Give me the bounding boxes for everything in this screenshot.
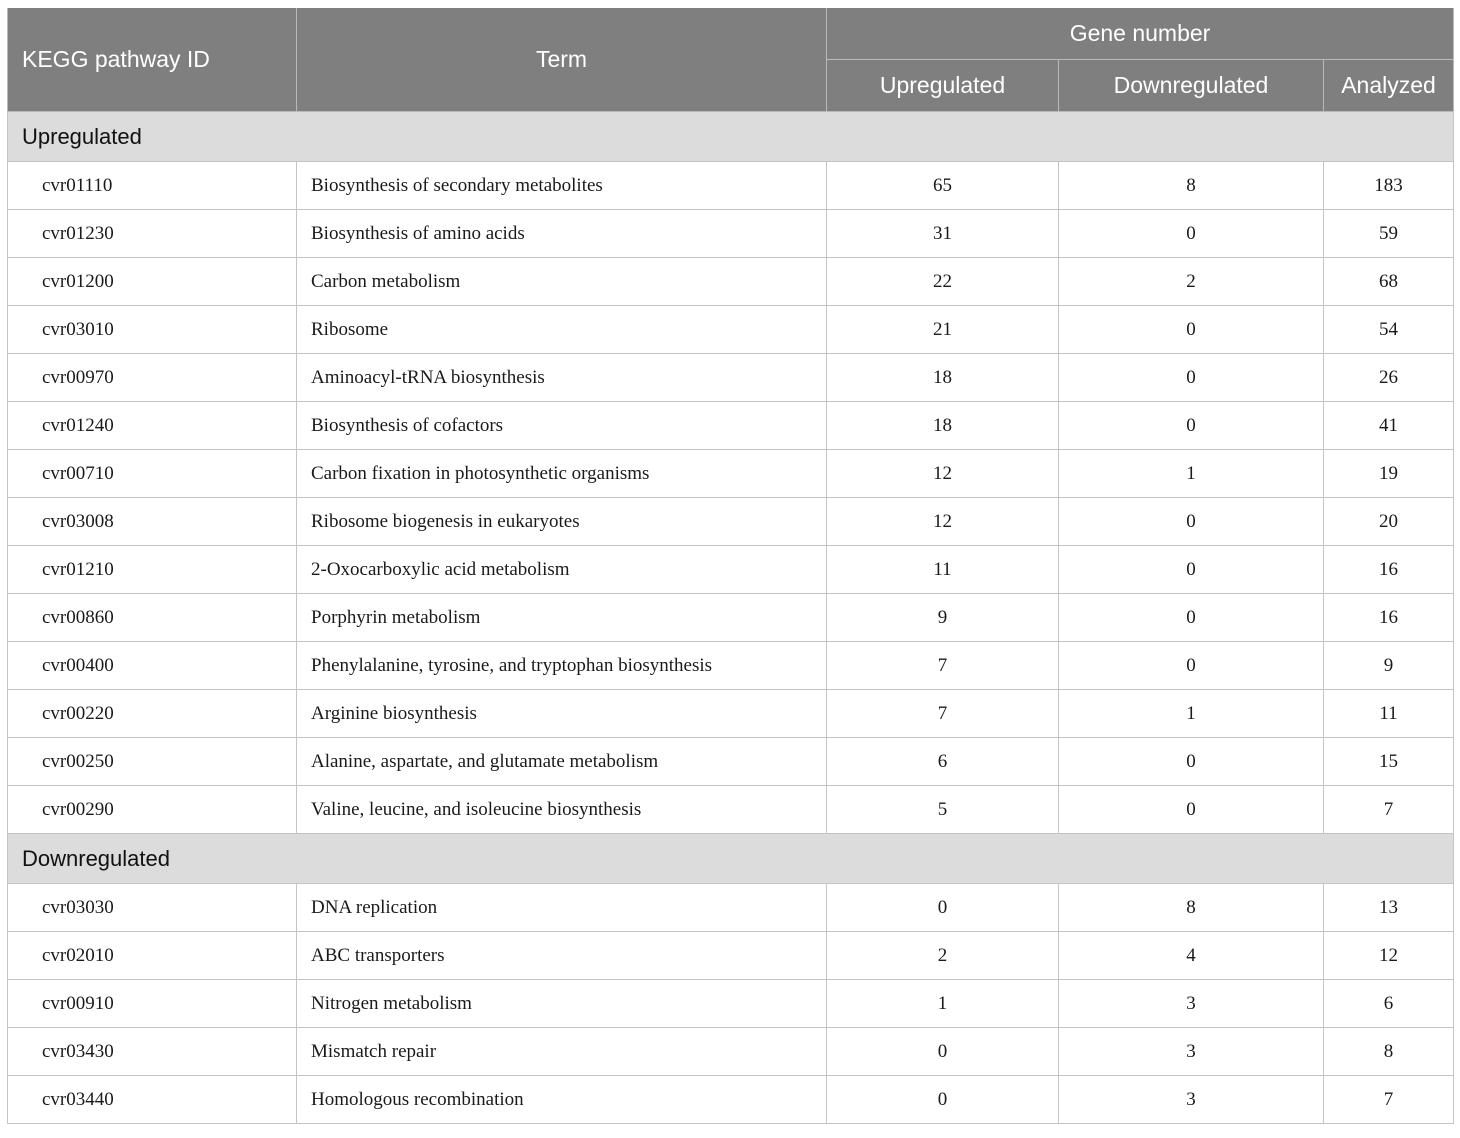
- cell-pathway-id: cvr03440: [8, 1076, 297, 1124]
- cell-pathway-id: cvr03010: [8, 306, 297, 354]
- table-header: [8, 8, 1454, 112]
- cell-analyzed: 15: [1324, 738, 1454, 786]
- cell-pathway-id: cvr02010: [8, 932, 297, 980]
- header-analyzed: Analyzed: [1324, 60, 1454, 112]
- cell-term: Biosynthesis of cofactors: [297, 402, 827, 450]
- kegg-pathway-table: [7, 8, 1454, 1124]
- cell-upregulated: 11: [827, 546, 1059, 594]
- cell-upregulated: 2: [827, 932, 1059, 980]
- cell-term: 2-Oxocarboxylic acid metabolism: [297, 546, 827, 594]
- cell-term: DNA replication: [297, 884, 827, 932]
- cell-term: Alanine, aspartate, and glutamate metabolism: [297, 738, 827, 786]
- cell-pathway-id: cvr01240: [8, 402, 297, 450]
- cell-analyzed: 19: [1324, 450, 1454, 498]
- section-row: [8, 112, 1454, 162]
- cell-upregulated: 22: [827, 258, 1059, 306]
- cell-upregulated: 65: [827, 162, 1059, 210]
- cell-pathway-id: cvr00250: [8, 738, 297, 786]
- table-row: [8, 642, 1454, 690]
- cell-downregulated: 0: [1059, 786, 1324, 834]
- cell-pathway-id: cvr00290: [8, 786, 297, 834]
- cell-downregulated: 0: [1059, 354, 1324, 402]
- cell-term: Phenylalanine, tyrosine, and tryptophan biosynthesis: [297, 642, 827, 690]
- cell-analyzed: 59: [1324, 210, 1454, 258]
- cell-downregulated: 0: [1059, 402, 1324, 450]
- cell-term: Biosynthesis of amino acids: [297, 210, 827, 258]
- cell-upregulated: 0: [827, 884, 1059, 932]
- cell-upregulated: 21: [827, 306, 1059, 354]
- header-downregulated: Downregulated: [1059, 60, 1324, 112]
- cell-pathway-id: cvr00400: [8, 642, 297, 690]
- cell-upregulated: 1: [827, 980, 1059, 1028]
- cell-analyzed: 183: [1324, 162, 1454, 210]
- table-row: [8, 450, 1454, 498]
- header-upregulated: Upregulated: [827, 60, 1059, 112]
- cell-term: Arginine biosynthesis: [297, 690, 827, 738]
- cell-analyzed: 13: [1324, 884, 1454, 932]
- cell-pathway-id: cvr00710: [8, 450, 297, 498]
- table-body: [8, 112, 1454, 1124]
- cell-upregulated: 6: [827, 738, 1059, 786]
- cell-term: ABC transporters: [297, 932, 827, 980]
- cell-term: Biosynthesis of secondary metabolites: [297, 162, 827, 210]
- cell-term: Ribosome biogenesis in eukaryotes: [297, 498, 827, 546]
- table-row: [8, 738, 1454, 786]
- table-row: [8, 690, 1454, 738]
- cell-upregulated: 12: [827, 450, 1059, 498]
- table-row: [8, 546, 1454, 594]
- cell-upregulated: 18: [827, 402, 1059, 450]
- cell-downregulated: 0: [1059, 498, 1324, 546]
- cell-upregulated: 0: [827, 1076, 1059, 1124]
- section-row: [8, 834, 1454, 884]
- cell-analyzed: 7: [1324, 1076, 1454, 1124]
- cell-analyzed: 68: [1324, 258, 1454, 306]
- cell-downregulated: 0: [1059, 306, 1324, 354]
- cell-term: Carbon metabolism: [297, 258, 827, 306]
- table-row: [8, 402, 1454, 450]
- table-row: [8, 1076, 1454, 1124]
- cell-term: Aminoacyl-tRNA biosynthesis: [297, 354, 827, 402]
- cell-downregulated: 0: [1059, 546, 1324, 594]
- cell-downregulated: 0: [1059, 642, 1324, 690]
- cell-analyzed: 41: [1324, 402, 1454, 450]
- cell-upregulated: 5: [827, 786, 1059, 834]
- cell-term: Valine, leucine, and isoleucine biosynthesis: [297, 786, 827, 834]
- cell-downregulated: 3: [1059, 980, 1324, 1028]
- cell-downregulated: 1: [1059, 690, 1324, 738]
- table-row: [8, 786, 1454, 834]
- cell-analyzed: 16: [1324, 546, 1454, 594]
- table-row: [8, 354, 1454, 402]
- cell-upregulated: 7: [827, 690, 1059, 738]
- cell-analyzed: 20: [1324, 498, 1454, 546]
- cell-analyzed: 16: [1324, 594, 1454, 642]
- cell-analyzed: 6: [1324, 980, 1454, 1028]
- cell-downregulated: 8: [1059, 884, 1324, 932]
- cell-analyzed: 7: [1324, 786, 1454, 834]
- table-row: [8, 210, 1454, 258]
- cell-downregulated: 3: [1059, 1028, 1324, 1076]
- table-row: [8, 498, 1454, 546]
- cell-upregulated: 7: [827, 642, 1059, 690]
- cell-downregulated: 8: [1059, 162, 1324, 210]
- cell-pathway-id: cvr01230: [8, 210, 297, 258]
- cell-analyzed: 12: [1324, 932, 1454, 980]
- cell-downregulated: 3: [1059, 1076, 1324, 1124]
- cell-analyzed: 8: [1324, 1028, 1454, 1076]
- cell-analyzed: 54: [1324, 306, 1454, 354]
- cell-downregulated: 4: [1059, 932, 1324, 980]
- section-title: Downregulated: [8, 834, 1454, 884]
- cell-pathway-id: cvr01200: [8, 258, 297, 306]
- table-row: [8, 258, 1454, 306]
- cell-pathway-id: cvr01210: [8, 546, 297, 594]
- cell-term: Porphyrin metabolism: [297, 594, 827, 642]
- table-row: [8, 932, 1454, 980]
- cell-downregulated: 2: [1059, 258, 1324, 306]
- cell-pathway-id: cvr03030: [8, 884, 297, 932]
- header-gene-number: Gene number: [827, 8, 1454, 60]
- cell-pathway-id: cvr01110: [8, 162, 297, 210]
- cell-analyzed: 26: [1324, 354, 1454, 402]
- cell-upregulated: 12: [827, 498, 1059, 546]
- cell-downregulated: 0: [1059, 738, 1324, 786]
- table-row: [8, 162, 1454, 210]
- table-row: [8, 884, 1454, 932]
- cell-pathway-id: cvr00970: [8, 354, 297, 402]
- cell-downregulated: 0: [1059, 210, 1324, 258]
- cell-pathway-id: cvr03430: [8, 1028, 297, 1076]
- cell-pathway-id: cvr00910: [8, 980, 297, 1028]
- cell-upregulated: 18: [827, 354, 1059, 402]
- cell-analyzed: 11: [1324, 690, 1454, 738]
- section-title: Upregulated: [8, 112, 1454, 162]
- cell-upregulated: 9: [827, 594, 1059, 642]
- header-kegg-pathway-id: KEGG pathway ID: [8, 8, 297, 112]
- cell-downregulated: 0: [1059, 594, 1324, 642]
- table-row: [8, 594, 1454, 642]
- cell-term: Mismatch repair: [297, 1028, 827, 1076]
- table-row: [8, 980, 1454, 1028]
- header-term: Term: [297, 8, 827, 112]
- cell-term: Ribosome: [297, 306, 827, 354]
- cell-downregulated: 1: [1059, 450, 1324, 498]
- cell-term: Nitrogen metabolism: [297, 980, 827, 1028]
- cell-upregulated: 31: [827, 210, 1059, 258]
- table-row: [8, 1028, 1454, 1076]
- cell-pathway-id: cvr00860: [8, 594, 297, 642]
- cell-term: Homologous recombination: [297, 1076, 827, 1124]
- cell-upregulated: 0: [827, 1028, 1059, 1076]
- cell-pathway-id: cvr03008: [8, 498, 297, 546]
- cell-term: Carbon fixation in photosynthetic organisms: [297, 450, 827, 498]
- cell-pathway-id: cvr00220: [8, 690, 297, 738]
- cell-analyzed: 9: [1324, 642, 1454, 690]
- table-row: [8, 306, 1454, 354]
